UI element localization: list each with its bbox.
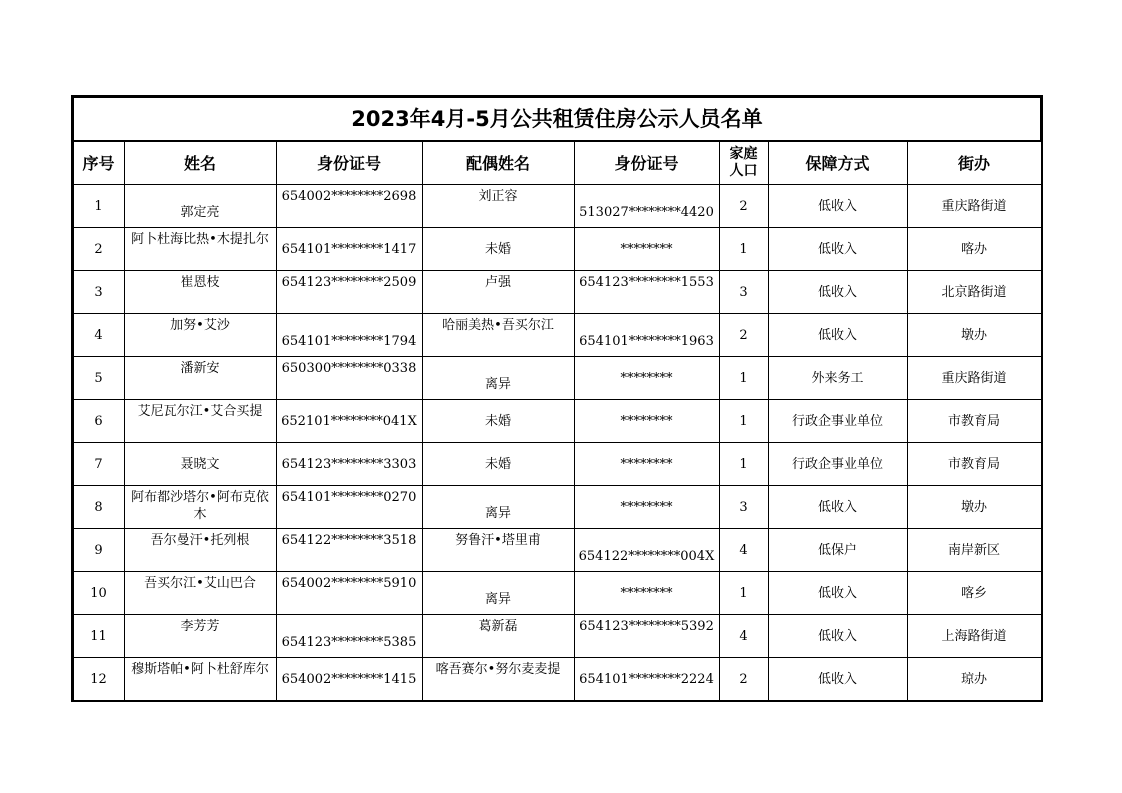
row-name: 阿卜杜海比热•木提扎尔 [124,228,276,271]
row-support-type: 低收入 [768,314,907,357]
row-office: 市教育局 [907,443,1041,486]
row-spouse-name: 离异 [422,357,574,400]
row-spouse-id-number: ******** [574,572,719,615]
row-id-number: 654002********1415 [276,658,422,701]
row-office: 重庆路街道 [907,185,1041,228]
row-spouse-name: 离异 [422,572,574,615]
row-id-number: 654101********0270 [276,486,422,529]
row-support-type: 低收入 [768,572,907,615]
row-support-type: 低收入 [768,615,907,658]
row-seq: 11 [73,615,124,658]
row-id-number: 650300********0338 [276,357,422,400]
table-row [73,443,1041,486]
row-office: 琼办 [907,658,1041,701]
header-type: 保障方式 [768,141,907,185]
table-row [73,529,1041,572]
row-office: 南岸新区 [907,529,1041,572]
row-support-type: 低收入 [768,185,907,228]
row-id-number: 654123********5385 [276,615,422,658]
row-id-number: 654002********2698 [276,185,422,228]
row-office: 喀乡 [907,572,1041,615]
row-support-type: 行政企事业单位 [768,443,907,486]
row-spouse-id-number: ******** [574,400,719,443]
header-id: 身份证号 [276,141,422,185]
row-family-size: 3 [719,271,768,314]
row-id-number: 654123********2509 [276,271,422,314]
row-spouse-id-number: ******** [574,228,719,271]
row-family-size: 1 [719,228,768,271]
row-office: 市教育局 [907,400,1041,443]
row-spouse-id-number: ******** [574,357,719,400]
row-office: 上海路街道 [907,615,1041,658]
row-family-size: 3 [719,486,768,529]
row-seq: 9 [73,529,124,572]
table-row [73,271,1041,314]
row-name: 潘新安 [124,357,276,400]
row-name: 艾尼瓦尔江•艾合买提 [124,400,276,443]
row-seq: 4 [73,314,124,357]
row-support-type: 行政企事业单位 [768,400,907,443]
table-row [73,658,1041,701]
row-family-size: 1 [719,357,768,400]
header-family-size [719,141,768,185]
row-office: 喀办 [907,228,1041,271]
row-name: 吾尔曼汗•托列根 [124,529,276,572]
row-support-type: 低收入 [768,658,907,701]
table-row [73,185,1041,228]
row-family-size: 1 [719,572,768,615]
header-spouse-id: 身份证号 [574,141,719,185]
row-support-type: 低保户 [768,529,907,572]
row-family-size: 4 [719,529,768,572]
row-office: 墩办 [907,486,1041,529]
row-support-type: 低收入 [768,271,907,314]
table-row [73,486,1041,529]
header-name: 姓名 [124,141,276,185]
row-spouse-id-number: 654101********2224 [574,658,719,701]
row-family-size: 1 [719,443,768,486]
row-spouse-id-number: 654122********004X [574,529,719,572]
row-seq: 8 [73,486,124,529]
row-spouse-id-number: ******** [574,443,719,486]
row-id-number: 654122********3518 [276,529,422,572]
row-spouse-name: 葛新磊 [422,615,574,658]
row-id-number: 652101********041X [276,400,422,443]
row-name: 吾买尔江•艾山巴合 [124,572,276,615]
row-seq: 2 [73,228,124,271]
row-family-size: 2 [719,658,768,701]
row-seq: 5 [73,357,124,400]
row-office: 重庆路街道 [907,357,1041,400]
row-seq: 12 [73,658,124,701]
row-spouse-id-number: ******** [574,486,719,529]
row-seq: 6 [73,400,124,443]
row-spouse-name: 努鲁汗•塔里甫 [422,529,574,572]
row-seq: 1 [73,185,124,228]
row-spouse-id-number: 654101********1963 [574,314,719,357]
header-family-line1: 家庭 [729,146,758,162]
table-row [73,228,1041,271]
row-spouse-name: 未婚 [422,400,574,443]
row-family-size: 2 [719,314,768,357]
row-family-size: 4 [719,615,768,658]
row-support-type: 外来务工 [768,357,907,400]
table-row [73,357,1041,400]
row-seq: 3 [73,271,124,314]
header-family-line2: 人口 [729,163,758,179]
row-id-number: 654101********1417 [276,228,422,271]
table-row [73,400,1041,443]
public-housing-list-table [72,96,1042,701]
row-spouse-id-number: 513027********4420 [574,185,719,228]
row-seq: 10 [73,572,124,615]
row-spouse-name: 哈丽美热•吾买尔江 [422,314,574,357]
row-name: 穆斯塔帕•阿卜杜舒库尔 [124,658,276,701]
row-name: 郭定亮 [124,185,276,228]
header-row [73,141,1041,185]
row-name: 聂晓文 [124,443,276,486]
row-spouse-id-number: 654123********1553 [574,271,719,314]
header-seq: 序号 [73,141,124,185]
row-seq: 7 [73,443,124,486]
row-spouse-name: 卢强 [422,271,574,314]
row-id-number: 654123********3303 [276,443,422,486]
row-name: 李芳芳 [124,615,276,658]
row-spouse-name: 未婚 [422,443,574,486]
row-spouse-id-number: 654123********5392 [574,615,719,658]
header-spouse: 配偶姓名 [422,141,574,185]
row-name: 崔恩枝 [124,271,276,314]
row-name: 阿布都沙塔尔•阿布克依木 [124,486,276,529]
table-row [73,572,1041,615]
row-id-number: 654002********5910 [276,572,422,615]
row-family-size: 1 [719,400,768,443]
row-spouse-name: 刘正容 [422,185,574,228]
row-support-type: 低收入 [768,486,907,529]
row-family-size: 2 [719,185,768,228]
row-office: 北京路街道 [907,271,1041,314]
row-id-number: 654101********1794 [276,314,422,357]
row-office: 墩办 [907,314,1041,357]
row-support-type: 低收入 [768,228,907,271]
row-spouse-name: 喀吾赛尔•努尔麦麦提 [422,658,574,701]
table-row [73,314,1041,357]
header-office: 街办 [907,141,1041,185]
document-title: 2023年4月-5月公共租赁住房公示人员名单 [73,97,1041,141]
row-spouse-name: 离异 [422,486,574,529]
table-row [73,615,1041,658]
row-name: 加努•艾沙 [124,314,276,357]
row-spouse-name: 未婚 [422,228,574,271]
